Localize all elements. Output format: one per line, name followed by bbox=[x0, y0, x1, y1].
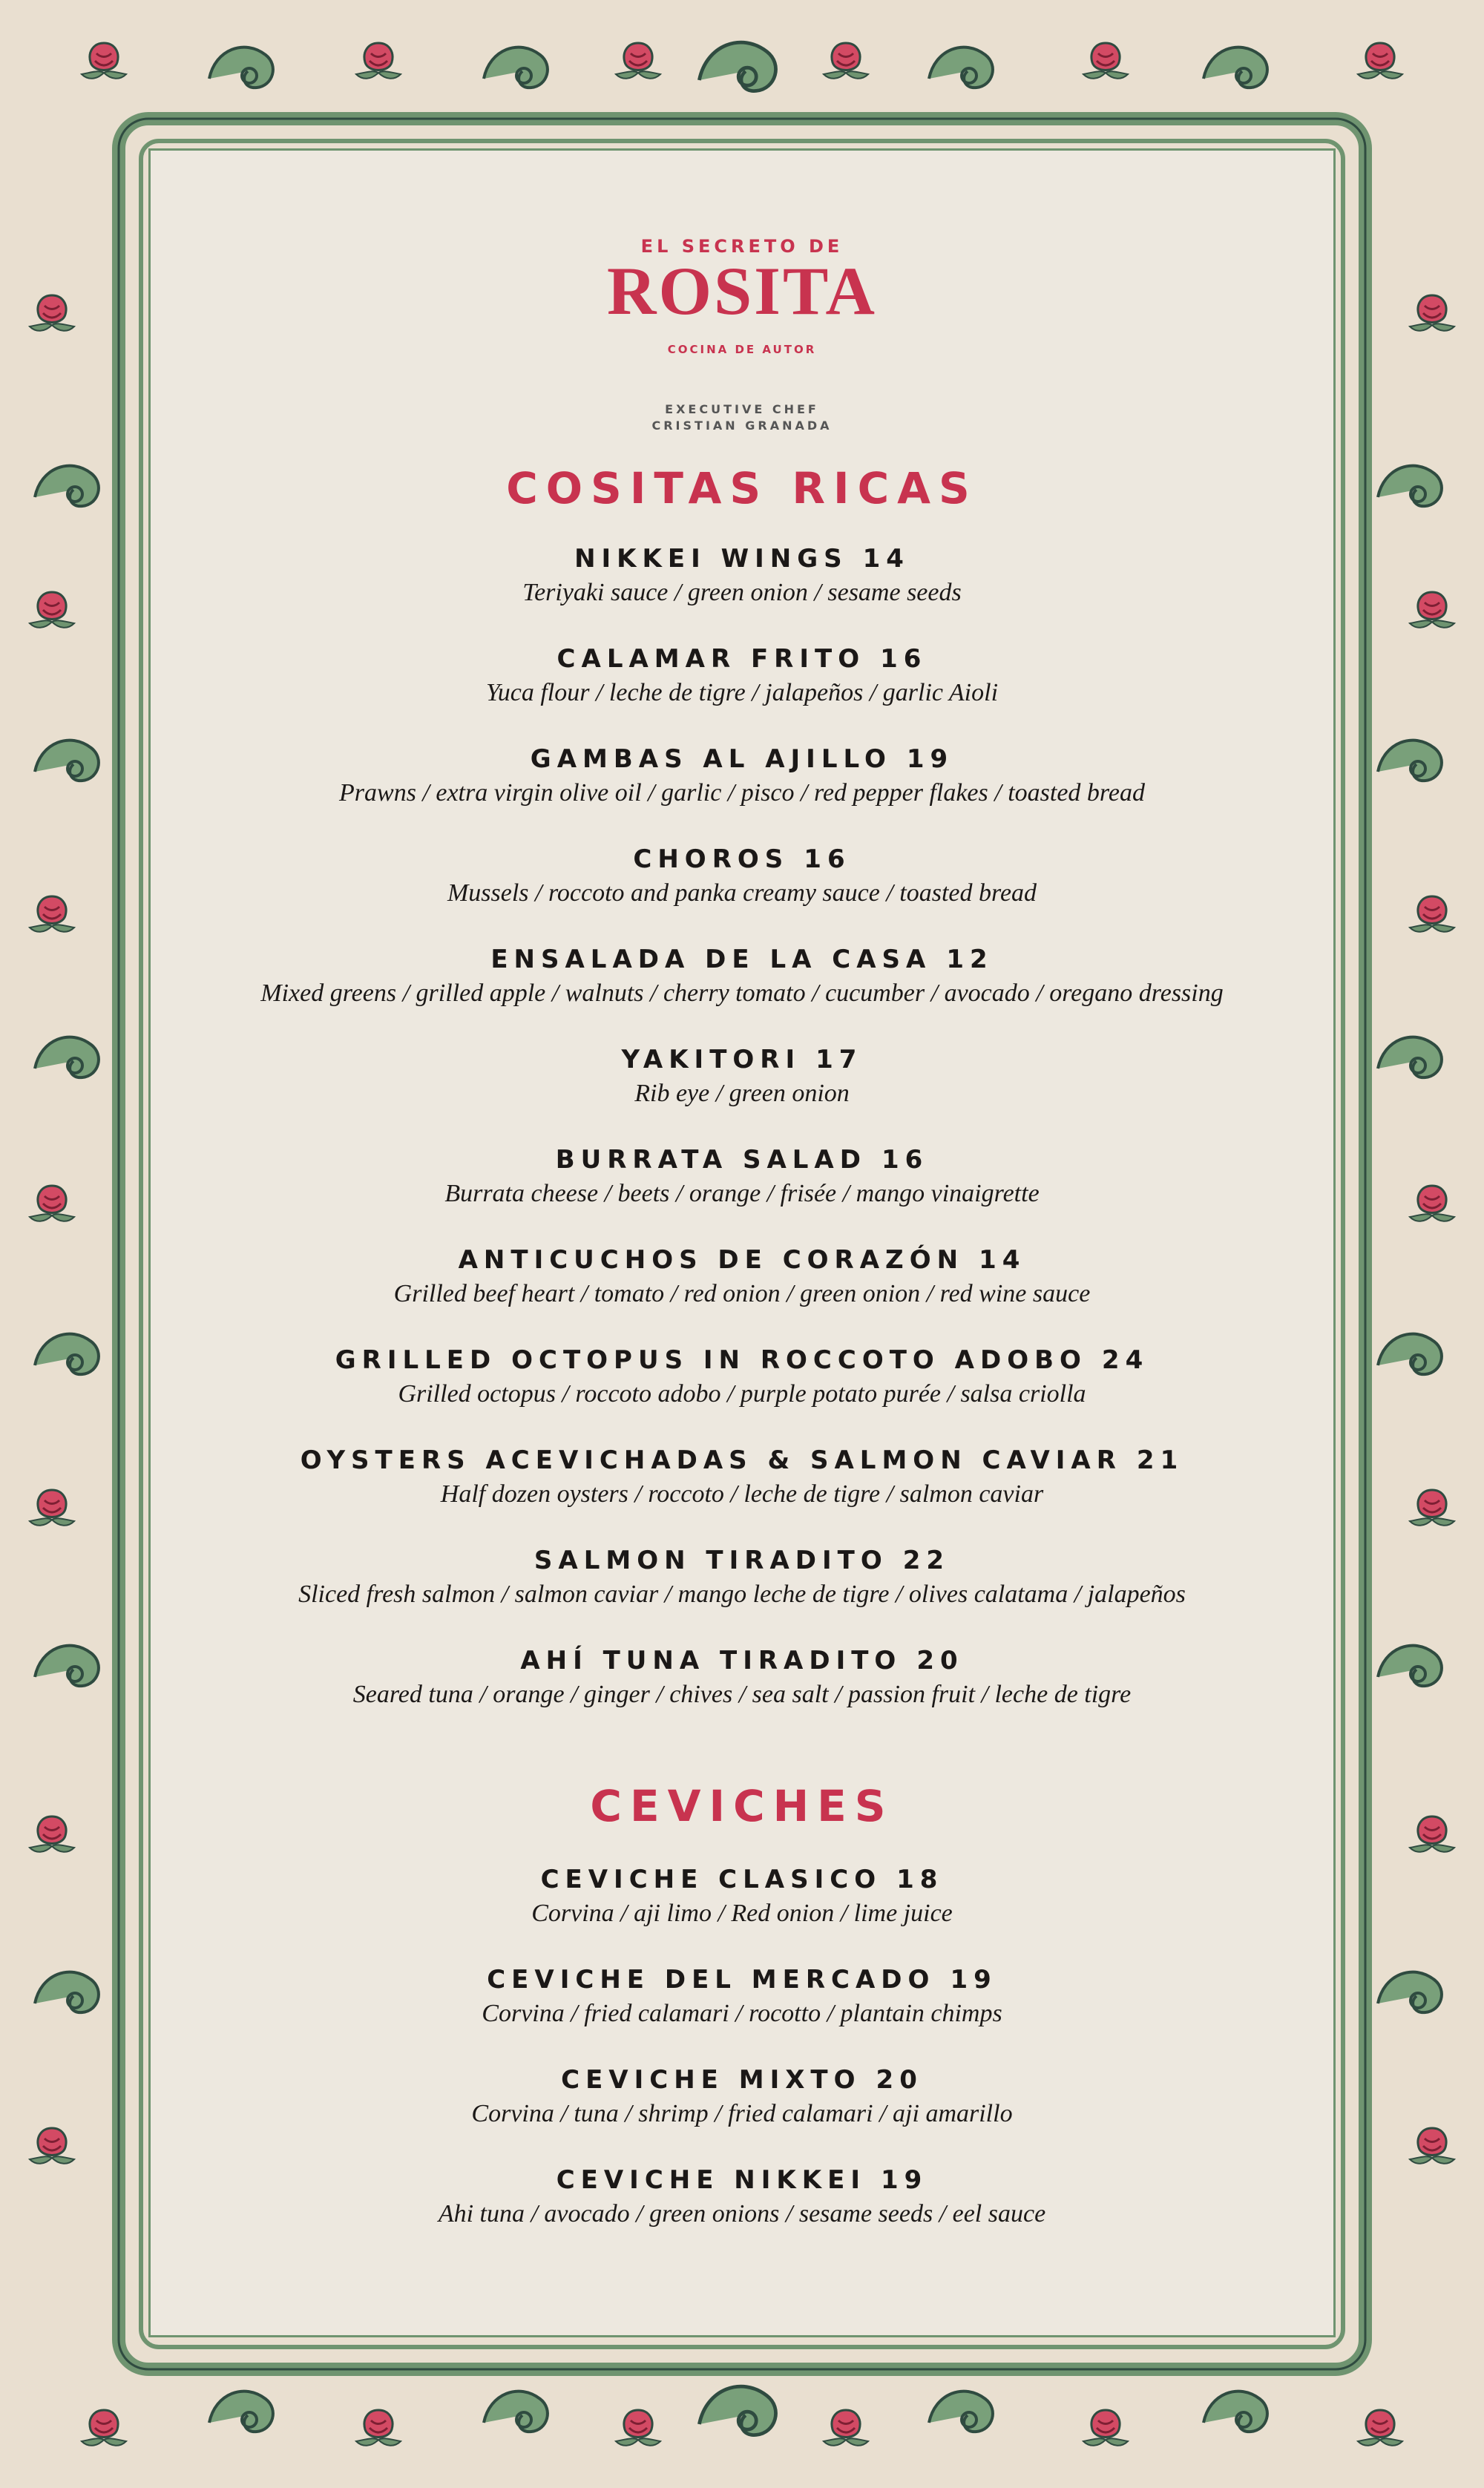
item-name-line bbox=[148, 1343, 1336, 1377]
item-price: 16 bbox=[804, 844, 851, 874]
item-name-line bbox=[148, 1143, 1336, 1177]
item-name: SALMON TIRADITO bbox=[533, 1546, 888, 1575]
item-name: AHÍ TUNA TIRADITO bbox=[520, 1646, 902, 1675]
item-name: YAKITORI bbox=[621, 1045, 801, 1074]
menu-item bbox=[148, 1644, 1336, 1744]
item-description: Corvina / tuna / shrimp / fried calamari / aji amarillo bbox=[471, 2100, 1013, 2127]
item-description: Rib eye / green onion bbox=[634, 1080, 850, 1107]
item-price: 14 bbox=[862, 544, 910, 574]
item-description: Corvina / fried calamari / rocotto / plantain chimps bbox=[482, 2000, 1002, 2027]
item-description: Seared tuna / orange / ginger / chives / sea salt / passion fruit / leche de tigre bbox=[352, 1681, 1132, 1708]
item-name-line bbox=[148, 942, 1336, 977]
ceviches-list bbox=[148, 1862, 1336, 2263]
item-description: Prawns / extra virgin olive oil / garlic / pisco / red pepper flakes / toasted bread bbox=[339, 779, 1145, 807]
item-name-line bbox=[148, 1862, 1336, 1897]
item-description: Half dozen oysters / roccoto / leche de tigre / salmon caviar bbox=[440, 1480, 1044, 1508]
item-price: 16 bbox=[881, 1145, 929, 1175]
menu-item bbox=[148, 842, 1336, 942]
item-name-line bbox=[148, 2063, 1336, 2097]
item-name: CEVICHE CLASICO bbox=[540, 1865, 882, 1894]
item-description: Burrata cheese / beets / orange / frisée / mango vinaigrette bbox=[444, 1180, 1040, 1207]
menu-item bbox=[148, 1043, 1336, 1143]
item-description: Ahi tuna / avocado / green onions / sesame seeds / eel sauce bbox=[438, 2200, 1046, 2228]
item-name-line bbox=[148, 1443, 1336, 1477]
item-name: CEVICHE MIXTO bbox=[561, 2065, 861, 2095]
item-name: GAMBAS AL AJILLO bbox=[530, 744, 892, 774]
item-name: CEVICHE NIKKEI bbox=[556, 2165, 866, 2195]
item-name-line bbox=[148, 842, 1336, 876]
item-name-line bbox=[148, 1543, 1336, 1578]
item-description: Mussels / roccoto and panka creamy sauce / toasted bread bbox=[447, 879, 1037, 907]
menu-content bbox=[148, 148, 1336, 2337]
item-name: CHOROS bbox=[633, 844, 789, 874]
item-name-line bbox=[148, 1043, 1336, 1077]
menu-item bbox=[148, 1243, 1336, 1343]
item-name-line bbox=[148, 742, 1336, 776]
item-price: 12 bbox=[946, 945, 994, 974]
item-price: 18 bbox=[896, 1865, 944, 1894]
item-price: 20 bbox=[916, 1646, 964, 1675]
item-name-line bbox=[148, 2163, 1336, 2197]
item-price: 17 bbox=[815, 1045, 863, 1074]
item-name: GRILLED OCTOPUS IN ROCCOTO ADOBO bbox=[335, 1345, 1087, 1375]
menu-item bbox=[148, 1862, 1336, 1963]
item-name-line bbox=[148, 1963, 1336, 1997]
menu-item bbox=[148, 942, 1336, 1043]
section-title-cositas-ricas: COSITAS RICAS bbox=[506, 463, 978, 513]
item-name-line bbox=[148, 542, 1336, 576]
menu-item bbox=[148, 1543, 1336, 1644]
item-description: Teriyaki sauce / green onion / sesame seeds bbox=[522, 579, 962, 606]
item-description: Grilled octopus / roccoto adobo / purple potato purée / salsa criolla bbox=[398, 1380, 1086, 1408]
menu-item bbox=[148, 1443, 1336, 1543]
item-name: NIKKEI WINGS bbox=[574, 544, 848, 574]
chef-title: EXECUTIVE CHEF bbox=[665, 402, 819, 416]
item-price: 20 bbox=[876, 2065, 923, 2095]
item-price: 19 bbox=[950, 1965, 997, 1995]
item-name: CALAMAR FRITO bbox=[556, 644, 866, 674]
item-description: Grilled beef heart / tomato / red onion / green onion / red wine sauce bbox=[393, 1280, 1091, 1307]
item-description: Mixed greens / grilled apple / walnuts / cherry tomato / cucumber / avocado / oregano dressing bbox=[260, 979, 1224, 1007]
item-description: Yuca flour / leche de tigre / jalapeños / garlic Aioli bbox=[485, 679, 999, 706]
cositas-ricas-list bbox=[148, 542, 1336, 1744]
item-price: 14 bbox=[979, 1245, 1026, 1275]
item-name: BURRATA SALAD bbox=[555, 1145, 867, 1175]
item-price: 19 bbox=[880, 2165, 928, 2195]
brand-tagline: EL SECRETO DE bbox=[640, 236, 844, 257]
item-name: CEVICHE DEL MERCADO bbox=[487, 1965, 936, 1995]
menu-item bbox=[148, 1963, 1336, 2063]
menu-item bbox=[148, 642, 1336, 742]
item-description: Sliced fresh salmon / salmon caviar / mango leche de tigre / olives calatama / jalapeños bbox=[298, 1581, 1186, 1608]
chef-name: CRISTIAN GRANADA bbox=[651, 419, 833, 433]
menu-item bbox=[148, 742, 1336, 842]
item-price: 16 bbox=[880, 644, 928, 674]
item-name-line bbox=[148, 642, 1336, 676]
item-price: 22 bbox=[902, 1546, 951, 1575]
item-price: 24 bbox=[1101, 1345, 1149, 1375]
menu-item bbox=[148, 1343, 1336, 1443]
menu-item bbox=[148, 2063, 1336, 2163]
brand-subtitle: COCINA DE AUTOR bbox=[667, 343, 817, 356]
item-name: ENSALADA DE LA CASA bbox=[490, 945, 932, 974]
section-title-ceviches: CEVICHES bbox=[590, 1781, 894, 1831]
menu-item bbox=[148, 1143, 1336, 1243]
item-name-line bbox=[148, 1243, 1336, 1277]
item-price: 19 bbox=[906, 744, 954, 774]
item-name: ANTICUCHOS DE CORAZÓN bbox=[458, 1245, 965, 1275]
menu-item bbox=[148, 542, 1336, 642]
item-name: OYSTERS ACEVICHADAS & SALMON CAVIAR bbox=[300, 1445, 1122, 1475]
brand-name: ROSITA bbox=[607, 253, 877, 329]
item-price: 21 bbox=[1136, 1445, 1184, 1475]
item-description: Corvina / aji limo / Red onion / lime juice bbox=[531, 1900, 953, 1927]
menu-item bbox=[148, 2163, 1336, 2263]
item-name-line bbox=[148, 1644, 1336, 1678]
